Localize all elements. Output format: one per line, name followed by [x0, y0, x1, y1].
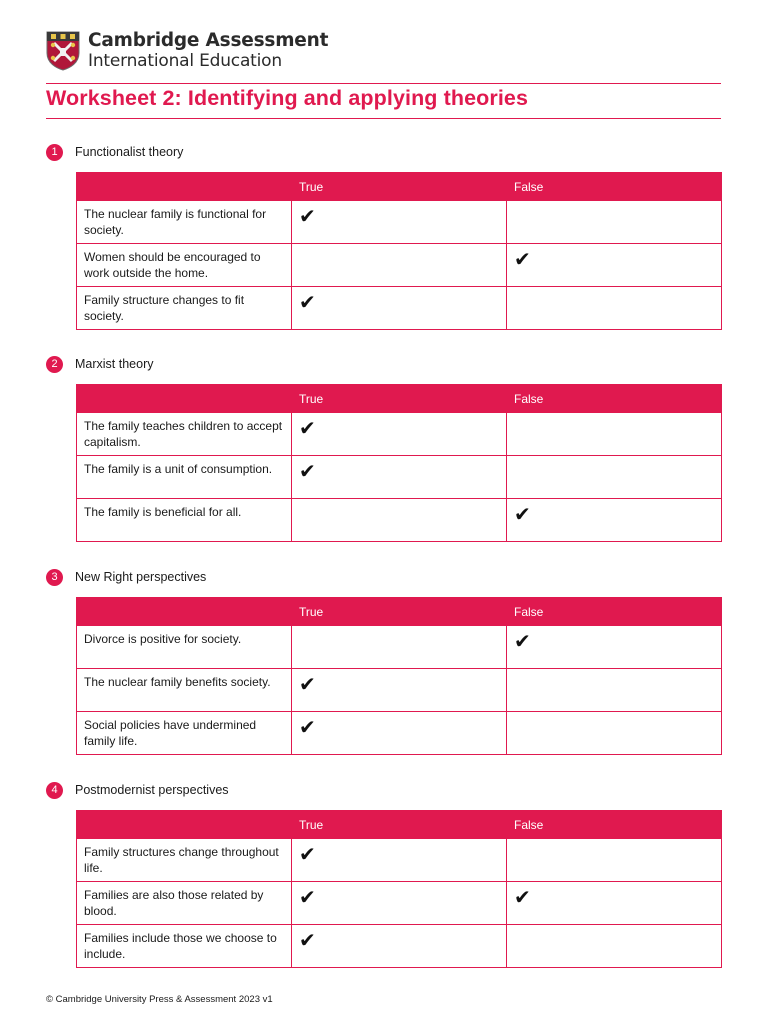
false-check-cell: ✔ — [507, 626, 722, 669]
false-check-cell: ✔ — [507, 499, 722, 542]
section-number-badge: 2 — [46, 356, 63, 373]
true-check-cell — [292, 499, 507, 542]
statement-column-header — [77, 811, 292, 839]
true-column-header: True — [292, 811, 507, 839]
statement-cell: The family is beneficial for all. — [77, 499, 292, 542]
brand-name-line1: Cambridge Assessment — [88, 29, 329, 51]
statement-cell: The nuclear family is functional for society. — [77, 201, 292, 244]
true-check-cell: ✔ — [292, 413, 507, 456]
table-row — [77, 287, 722, 330]
table-row — [77, 626, 722, 669]
true-check-cell: ✔ — [292, 925, 507, 968]
true-false-table — [76, 172, 722, 330]
table-row — [77, 456, 722, 499]
true-false-table — [76, 597, 722, 755]
false-check-cell — [507, 287, 722, 330]
false-check-cell: ✔ — [507, 244, 722, 287]
statement-cell: Women should be encouraged to work outside the home. — [77, 244, 292, 287]
true-check-cell: ✔ — [292, 201, 507, 244]
statement-cell: The family teaches children to accept capitalism. — [77, 413, 292, 456]
statement-cell: Divorce is positive for society. — [77, 626, 292, 669]
true-check-cell: ✔ — [292, 712, 507, 755]
section-3 — [46, 568, 721, 755]
section-heading — [46, 568, 721, 586]
false-check-cell — [507, 839, 722, 882]
statement-cell: The family is a unit of consumption. — [77, 456, 292, 499]
section-number-badge: 1 — [46, 144, 63, 161]
true-column-header: True — [292, 385, 507, 413]
table-header-row — [77, 811, 722, 839]
false-column-header: False — [507, 173, 722, 201]
cambridge-crest-logo — [46, 31, 80, 71]
false-check-cell — [507, 712, 722, 755]
section-number-badge: 4 — [46, 782, 63, 799]
true-column-header: True — [292, 598, 507, 626]
table-row — [77, 925, 722, 968]
section-number-badge: 3 — [46, 569, 63, 586]
true-false-table — [76, 810, 722, 968]
false-check-cell — [507, 201, 722, 244]
false-check-cell — [507, 925, 722, 968]
false-check-cell — [507, 413, 722, 456]
false-check-cell: ✔ — [507, 882, 722, 925]
statement-column-header — [77, 598, 292, 626]
statement-cell: Family structures change throughout life. — [77, 839, 292, 882]
section-heading — [46, 781, 721, 799]
true-check-cell: ✔ — [292, 669, 507, 712]
section-title: Marxist theory — [75, 357, 154, 371]
statement-cell: Family structure changes to fit society. — [77, 287, 292, 330]
section-1 — [46, 143, 721, 330]
section-4 — [46, 781, 721, 968]
table-row — [77, 669, 722, 712]
statement-cell: Social policies have undermined family life. — [77, 712, 292, 755]
section-heading — [46, 355, 721, 373]
table-header-row — [77, 173, 722, 201]
true-check-cell: ✔ — [292, 287, 507, 330]
brand-name-line2: International Education — [88, 51, 282, 72]
true-check-cell — [292, 244, 507, 287]
statement-column-header — [77, 173, 292, 201]
table-row — [77, 499, 722, 542]
table-row — [77, 201, 722, 244]
table-row — [77, 413, 722, 456]
false-column-header: False — [507, 385, 722, 413]
table-header-row — [77, 598, 722, 626]
section-title: Postmodernist perspectives — [75, 783, 229, 797]
statement-cell: The nuclear family benefits society. — [77, 669, 292, 712]
true-check-cell: ✔ — [292, 839, 507, 882]
statement-cell: Families include those we choose to include. — [77, 925, 292, 968]
true-check-cell: ✔ — [292, 882, 507, 925]
section-title: Functionalist theory — [75, 145, 184, 159]
true-column-header: True — [292, 173, 507, 201]
table-row — [77, 839, 722, 882]
table-header-row — [77, 385, 722, 413]
page-title: Worksheet 2: Identifying and applying theories — [46, 86, 529, 110]
header — [46, 30, 328, 72]
false-column-header: False — [507, 811, 722, 839]
section-title: New Right perspectives — [75, 570, 207, 584]
true-check-cell: ✔ — [292, 456, 507, 499]
true-check-cell — [292, 626, 507, 669]
table-row — [77, 244, 722, 287]
title-bottom-rule — [46, 118, 721, 119]
section-heading — [46, 143, 721, 161]
false-check-cell — [507, 669, 722, 712]
section-2 — [46, 355, 721, 542]
copyright-footer: © Cambridge University Press & Assessment 2023 v1 — [46, 994, 273, 1005]
title-top-rule — [46, 83, 721, 84]
false-check-cell — [507, 456, 722, 499]
statement-column-header — [77, 385, 292, 413]
false-column-header: False — [507, 598, 722, 626]
table-row — [77, 712, 722, 755]
table-row — [77, 882, 722, 925]
statement-cell: Families are also those related by blood. — [77, 882, 292, 925]
true-false-table — [76, 384, 722, 542]
